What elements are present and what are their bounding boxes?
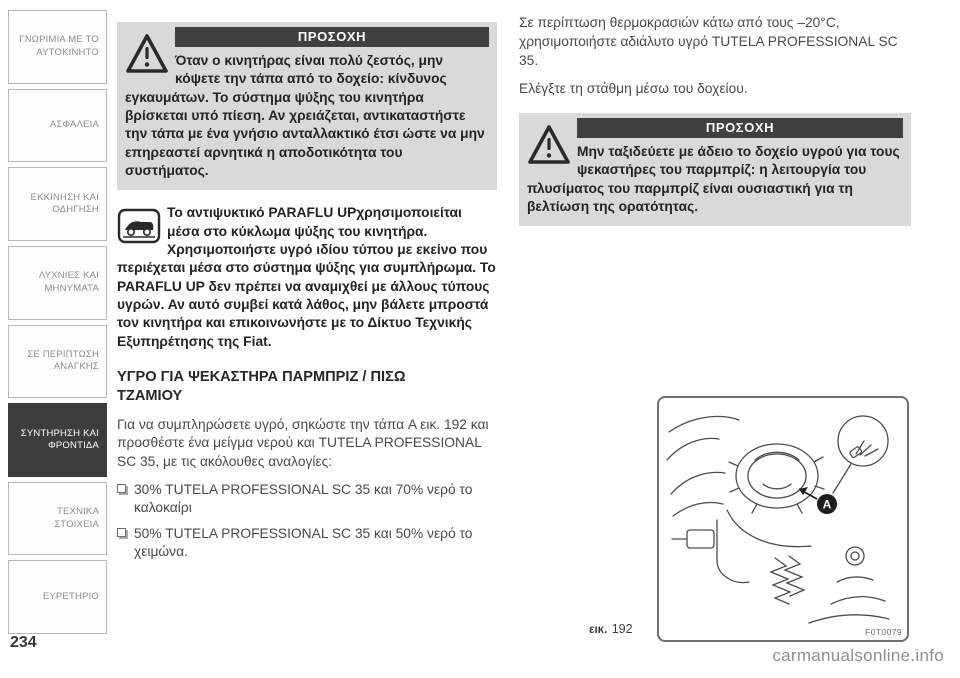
- list-item: [117, 481, 497, 517]
- list-item-text: 30% TUTELA PROFESSIONAL SC 35 και 70% νερό το καλοκαίρι: [134, 481, 473, 515]
- content-column-right: [519, 14, 911, 226]
- figure-caption-label: εικ.: [589, 624, 608, 636]
- paraflu-note: [117, 204, 497, 351]
- warning-body: Όταν ο κινητήρας είναι πολύ ζεστός, μην κόψετε την τάπα από το δοχείο: κίνδυνος εγκαυμάτων. Το σύστημα ψύξης του κινητήρα βρίσκεται υπό πίεση. Αν χρειάζεται, αντικαταστήστε την τάπα με ένα γνήσιο ανταλλακτικό έτσι ώστε να μην επηρεαστεί αρνητικά η αποδοτικότητα του συστήματος.: [125, 53, 485, 179]
- sidebar-item-emergency[interactable]: ΣΕ ΠΕΡΙΠΤΩΣΗ ΑΝΑΓΚΗΣ: [8, 325, 107, 399]
- figure-192-engine-bay: [657, 396, 909, 642]
- paraflu-note-body: Το αντιψυκτικό PARAFLU UPχρησιμοποιείται μέσα στο κύκλωμα ψύξης του κινητήρα. Χρησιμοποιήστε υγρό ιδίου τύπου με εκείνο που περιέχεται μέσα στο σύστημα ψύξης για συμπλήρωμα. Το PARAFLU UP δεν πρέπει να αναμιχθεί με άλλους τύπους υγρών. Αν αυτό συμβεί κατά λάθος, μην βάλετε μπροστά τον κινητήρα και επικοινωνήστε με το Δίκτυο Τεχνικής Εξυπηρέτησης της Fiat.: [117, 205, 496, 349]
- square-bullet-icon: [117, 484, 126, 493]
- warning-body: Μην ταξιδεύετε με άδειο το δοχείο υγρού για τους ψεκαστήρες του παρμπρίζ: η λειτουργία του πλυσίματος του παρμπρίζ είναι ουσιαστική για τη βελτίωση της ορατότητας.: [527, 144, 900, 215]
- warning-box-washer: [519, 113, 911, 226]
- mix-ratio-list: [117, 481, 497, 561]
- sidebar-item-getting-to-know[interactable]: ΓΝΩΡΙΜΙΑ ΜΕ ΤΟ ΑΥΤΟΚΙΝΗΤΟ: [8, 10, 107, 84]
- chapter-sidebar: [8, 10, 107, 634]
- figure-caption-number: 192: [611, 622, 633, 636]
- sidebar-item-index[interactable]: ΕΥΡΕΤΗΡΙΟ: [8, 560, 107, 634]
- warning-triangle-icon: [125, 27, 175, 85]
- content-column-left: [117, 22, 497, 568]
- washer-fluid-paragraph: Για να συμπληρώσετε υγρό, σηκώστε την τάπα A εικ. 192 και προσθέστε ένα μείγμα νερού και TUTELA PROFESSIONAL SC 35, με τις ακόλουθες αναλογίες:: [117, 416, 489, 469]
- warning-box-coolant: [117, 22, 497, 190]
- list-item-text: 50% TUTELA PROFESSIONAL SC 35 και 50% νερό το χειμώνα.: [134, 525, 473, 559]
- sidebar-item-starting-driving[interactable]: ΕΚΚΙΝΗΣΗ ΚΑΙ ΟΔΗΓΗΣΗ: [8, 167, 107, 241]
- page-number: 234: [10, 634, 37, 651]
- warning-triangle-icon: [527, 118, 577, 176]
- check-level-paragraph: Ελέγξτε τη στάθμη μέσω του δοχείου.: [519, 81, 748, 97]
- coolant-circuit-icon: [117, 204, 167, 258]
- square-bullet-icon: [117, 528, 126, 537]
- warning-header: ΠΡΟΣΟΧΗ: [577, 118, 903, 138]
- sidebar-item-maintenance-active[interactable]: ΣΥΝΤΗΡΗΣΗ ΚΑΙ ΦΡΟΝΤΙΔΑ: [8, 403, 107, 477]
- watermark-text: carmanualsonline.info: [772, 646, 944, 665]
- engine-bay-drawing: [659, 398, 907, 640]
- sidebar-item-lights-messages[interactable]: ΛΥΧΝΙΕΣ ΚΑΙ ΜΗΝΥΜΑΤΑ: [8, 246, 107, 320]
- sidebar-item-safety[interactable]: ΑΣΦΑΛΕΙΑ: [8, 89, 107, 163]
- warning-header: ΠΡΟΣΟΧΗ: [175, 27, 489, 47]
- section-heading-washer-fluid: ΥΓΡΟ ΓΙΑ ΨΕΚΑΣΤΗΡΑ ΠΑΡΜΠΡΙΖ / ΠΙΣΩ ΤΖΑΜΙΟΥ: [117, 369, 406, 404]
- list-item: [117, 525, 497, 561]
- sidebar-item-technical-data[interactable]: ΤΕΧΝΙΚΑ ΣΤΟΙΧΕΙΑ: [8, 482, 107, 556]
- callout-a-letter: A: [822, 497, 832, 512]
- figure-code: F0T0079: [865, 627, 902, 637]
- low-temperature-paragraph: Σε περίπτωση θερμοκρασιών κάτω από τους –20°C, χρησιμοποιήστε αδιάλυτο υγρό TUTELA PROFESSIONAL SC 35.: [519, 15, 898, 68]
- figure-caption: [589, 620, 633, 638]
